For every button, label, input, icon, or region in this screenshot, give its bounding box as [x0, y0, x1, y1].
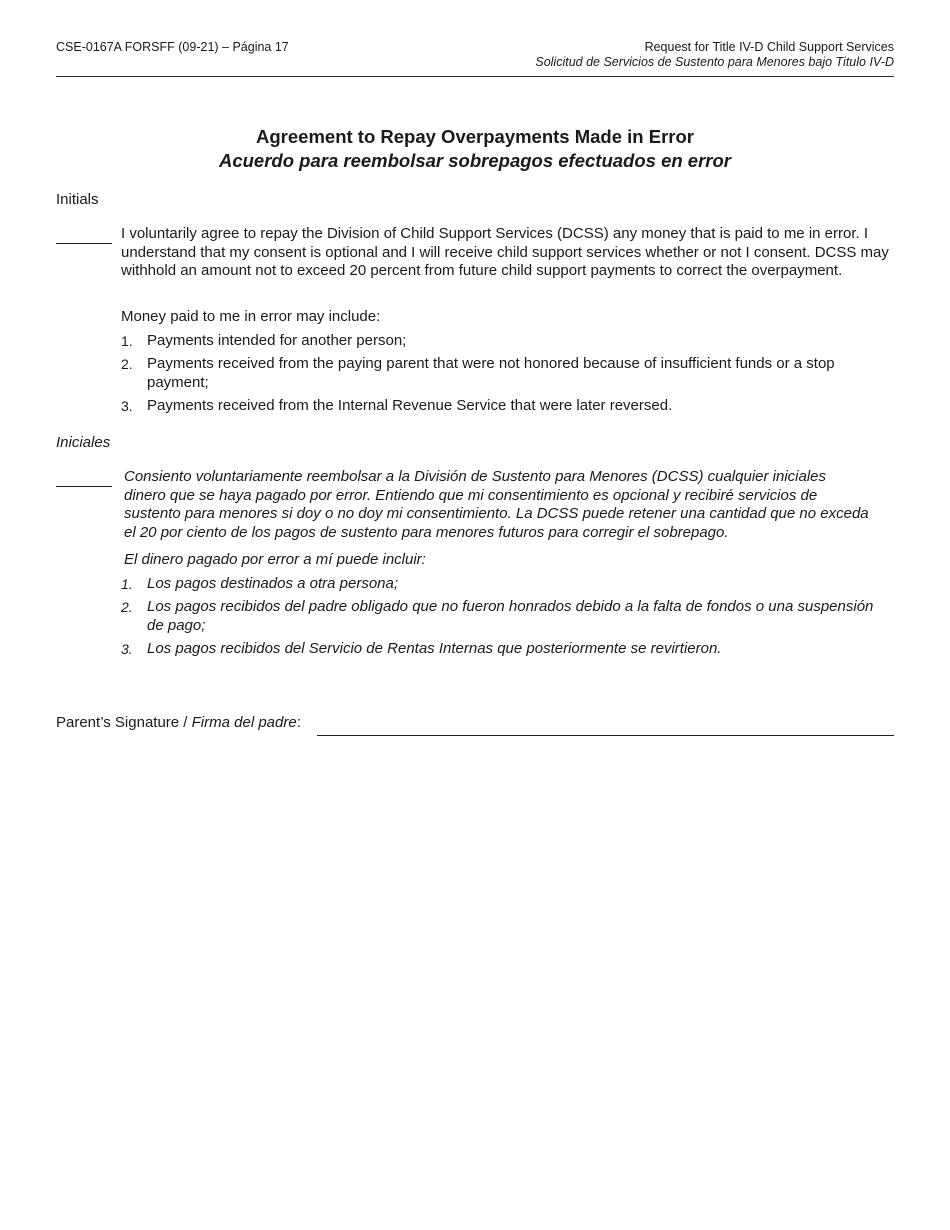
list-item	[121, 332, 894, 351]
list-item	[121, 598, 894, 635]
list-item	[121, 397, 894, 416]
list-item-number: 1.	[121, 576, 133, 592]
list-item-text: Los pagos recibidos del padre obligado que no fueron honrados debido a la falta de fondos o una suspensión de pago;	[147, 598, 874, 634]
overpayment-list-en	[121, 332, 894, 420]
list-item	[121, 640, 894, 659]
signature-row	[56, 714, 894, 731]
list-intro-en: Money paid to me in error may include:	[121, 308, 381, 325]
list-item-text: Payments received from the Internal Revenue Service that were later reversed.	[147, 397, 673, 415]
header-titles	[535, 40, 894, 70]
initials-field-es[interactable]	[56, 470, 112, 487]
signature-field[interactable]	[317, 735, 894, 736]
list-item-number: 1.	[121, 333, 133, 349]
initials-label-en: Initials	[56, 191, 99, 208]
header-title-es: Solicitud de Servicios de Sustento para Menores bajo Titulo IV-D	[535, 55, 894, 69]
list-item-number: 3.	[121, 398, 133, 415]
list-item-number: 2.	[121, 356, 133, 373]
document-titles	[56, 125, 894, 173]
list-item-number: 2.	[121, 599, 133, 616]
initials-field-en[interactable]	[56, 227, 112, 244]
document-title-es: Acuerdo para reembolsar sobrepagos efectuados en error	[218, 150, 731, 171]
list-intro-es: El dinero pagado por error a mí puede incluir:	[124, 551, 426, 568]
signature-label-colon: :	[296, 714, 301, 731]
form-page	[56, 0, 894, 1230]
list-item-text: Payments intended for another person;	[147, 332, 407, 349]
form-id: CSE-0167A FORSFF (09-21) – Página 17	[56, 40, 289, 54]
initials-label-es: Iniciales	[56, 434, 111, 451]
list-item	[121, 575, 894, 594]
list-item-number: 3.	[121, 641, 133, 658]
list-item-text: Los pagos destinados a otra persona;	[147, 575, 399, 592]
page-header	[56, 38, 894, 77]
document-title-en: Agreement to Repay Overpayments Made in Error	[256, 126, 694, 147]
header-title-en: Request for Title IV-D Child Support Services	[644, 40, 894, 54]
overpayment-list-es	[121, 575, 894, 663]
list-item-text: Los pagos recibidos del Servicio de Rentas Internas que posteriormente se revirtieron.	[147, 640, 722, 658]
list-item	[121, 355, 894, 392]
list-item-text: Payments received from the paying parent that were not honored because of insufficient funds or a stop payment;	[147, 355, 835, 391]
agreement-text-es: Consiento voluntariamente reembolsar a la División de Sustento para Menores (DCSS) cualquier iniciales dinero que se haya pagado por error. Entiendo que mi consentimiento es opcional y recibiré servicios de sustento para menores si doy o no doy mi consentimiento. La DCSS puede retener una cantidad que no exceda el 20 por ciento de los pagos de sustento para menores futuros para corregir el sobrepago.	[124, 468, 869, 542]
signature-label-en: Parent’s Signature /	[56, 714, 192, 731]
signature-label-es: Firma del padre	[191, 714, 297, 731]
agreement-text-en: I voluntarily agree to repay the Division of Child Support Services (DCSS) any money that is paid to me in error. I understand that my consent is optional and I will receive child support services whether or not I consent. DCSS may withhold an amount not to exceed 20 percent from future child support payments to correct the overpayment.	[121, 225, 889, 280]
